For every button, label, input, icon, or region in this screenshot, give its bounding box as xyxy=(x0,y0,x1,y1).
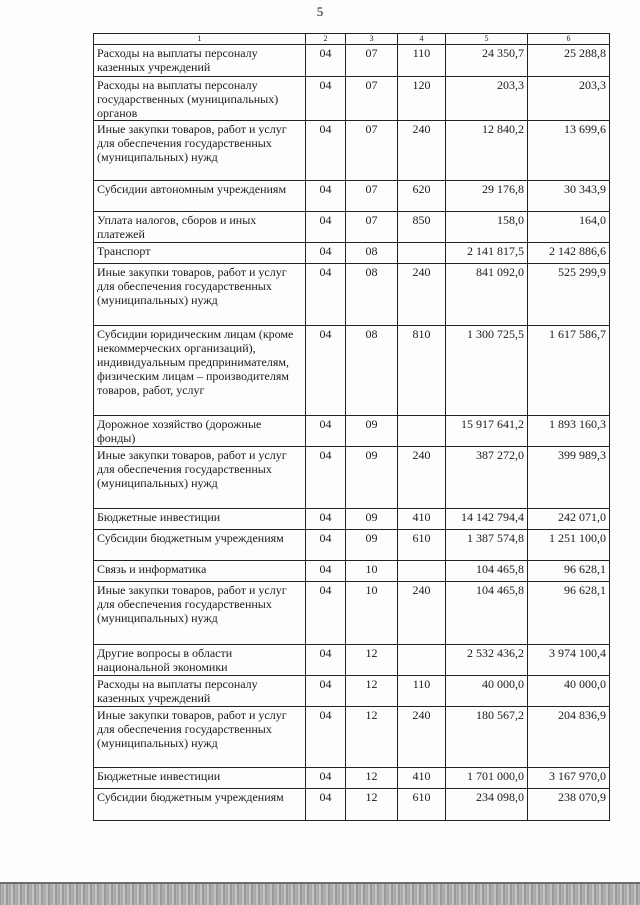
subsection-code: 08 xyxy=(346,243,398,264)
expense-name: Субсидии бюджетным учреждениям xyxy=(94,530,306,561)
column-number-row xyxy=(94,34,610,45)
amount-col5: 2 141 817,5 xyxy=(446,243,528,264)
amount-col6: 203,3 xyxy=(528,77,610,121)
section-code: 04 xyxy=(306,243,346,264)
subsection-code: 12 xyxy=(346,707,398,768)
amount-col5: 24 350,7 xyxy=(446,45,528,77)
section-code: 04 xyxy=(306,676,346,707)
amount-col5: 1 387 574,8 xyxy=(446,530,528,561)
table-row xyxy=(94,561,610,582)
section-code: 04 xyxy=(306,77,346,121)
expense-type-code xyxy=(398,561,446,582)
expense-type-code: 240 xyxy=(398,447,446,509)
amount-col5: 841 092,0 xyxy=(446,264,528,326)
subsection-code: 09 xyxy=(346,416,398,447)
amount-col6: 1 617 586,7 xyxy=(528,326,610,416)
expense-name: Транспорт xyxy=(94,243,306,264)
column-header: 6 xyxy=(528,34,610,45)
section-code: 04 xyxy=(306,447,346,509)
expense-type-code xyxy=(398,243,446,264)
table-row xyxy=(94,181,610,212)
section-code: 04 xyxy=(306,707,346,768)
column-header: 5 xyxy=(446,34,528,45)
section-code: 04 xyxy=(306,561,346,582)
expense-name: Бюджетные инвестиции xyxy=(94,509,306,530)
expense-type-code: 620 xyxy=(398,181,446,212)
subsection-code: 12 xyxy=(346,768,398,789)
expense-name: Дорожное хозяйство (дорожные фонды) xyxy=(94,416,306,447)
amount-col6: 164,0 xyxy=(528,212,610,243)
table-row xyxy=(94,676,610,707)
table-row xyxy=(94,121,610,181)
subsection-code: 12 xyxy=(346,676,398,707)
amount-col6: 25 288,8 xyxy=(528,45,610,77)
section-code: 04 xyxy=(306,789,346,821)
table-row xyxy=(94,645,610,676)
expense-name: Иные закупки товаров, работ и услуг для обеспечения государственных (муниципальных) нужд xyxy=(94,582,306,645)
amount-col6: 3 974 100,4 xyxy=(528,645,610,676)
amount-col6: 96 628,1 xyxy=(528,582,610,645)
amount-col6: 1 893 160,3 xyxy=(528,416,610,447)
amount-col5: 158,0 xyxy=(446,212,528,243)
expense-name: Иные закупки товаров, работ и услуг для обеспечения государственных (муниципальных) нужд xyxy=(94,264,306,326)
amount-col6: 1 251 100,0 xyxy=(528,530,610,561)
expense-type-code: 240 xyxy=(398,582,446,645)
column-header: 1 xyxy=(94,34,306,45)
section-code: 04 xyxy=(306,212,346,243)
amount-col6: 3 167 970,0 xyxy=(528,768,610,789)
expense-type-code: 240 xyxy=(398,264,446,326)
expense-name: Уплата налогов, сборов и иных платежей xyxy=(94,212,306,243)
expense-name: Связь и информатика xyxy=(94,561,306,582)
table-row xyxy=(94,212,610,243)
section-code: 04 xyxy=(306,416,346,447)
subsection-code: 07 xyxy=(346,212,398,243)
expense-name: Расходы на выплаты персоналу казенных учреждений xyxy=(94,45,306,77)
subsection-code: 08 xyxy=(346,264,398,326)
expense-name: Расходы на выплаты персоналу государственных (муниципальных) органов xyxy=(94,77,306,121)
expense-type-code: 240 xyxy=(398,707,446,768)
expense-name: Расходы на выплаты персоналу казенных учреждений xyxy=(94,676,306,707)
expense-name: Субсидии автономным учреждениям xyxy=(94,181,306,212)
expense-name: Субсидии юридическим лицам (кроме некоммерческих организаций), индивидуальным предпринимателям, физическим лицам – производителям товаров, работ, услуг xyxy=(94,326,306,416)
subsection-code: 10 xyxy=(346,582,398,645)
expense-type-code xyxy=(398,416,446,447)
section-code: 04 xyxy=(306,530,346,561)
section-code: 04 xyxy=(306,181,346,212)
column-header: 4 xyxy=(398,34,446,45)
table-body xyxy=(94,45,610,821)
expense-type-code: 110 xyxy=(398,45,446,77)
expense-name: Иные закупки товаров, работ и услуг для обеспечения государственных (муниципальных) нужд xyxy=(94,121,306,181)
expense-type-code: 610 xyxy=(398,789,446,821)
amount-col6: 40 000,0 xyxy=(528,676,610,707)
amount-col6: 96 628,1 xyxy=(528,561,610,582)
expense-type-code: 110 xyxy=(398,676,446,707)
amount-col5: 104 465,8 xyxy=(446,561,528,582)
section-code: 04 xyxy=(306,582,346,645)
section-code: 04 xyxy=(306,326,346,416)
column-header: 3 xyxy=(346,34,398,45)
amount-col6: 399 989,3 xyxy=(528,447,610,509)
amount-col5: 14 142 794,4 xyxy=(446,509,528,530)
subsection-code: 09 xyxy=(346,530,398,561)
subsection-code: 09 xyxy=(346,509,398,530)
page-number: 5 xyxy=(316,4,324,19)
table-row xyxy=(94,768,610,789)
amount-col5: 15 917 641,2 xyxy=(446,416,528,447)
subsection-code: 12 xyxy=(346,645,398,676)
amount-col5: 1 300 725,5 xyxy=(446,326,528,416)
amount-col6: 30 343,9 xyxy=(528,181,610,212)
table-row xyxy=(94,530,610,561)
expense-type-code: 850 xyxy=(398,212,446,243)
amount-col6: 13 699,6 xyxy=(528,121,610,181)
table-row xyxy=(94,416,610,447)
expense-name: Другие вопросы в области национальной экономики xyxy=(94,645,306,676)
table-row xyxy=(94,447,610,509)
amount-col5: 234 098,0 xyxy=(446,789,528,821)
expense-name: Иные закупки товаров, работ и услуг для обеспечения государственных (муниципальных) нужд xyxy=(94,447,306,509)
expense-type-code: 610 xyxy=(398,530,446,561)
table-row xyxy=(94,509,610,530)
expense-type-code xyxy=(398,645,446,676)
table-row xyxy=(94,326,610,416)
section-code: 04 xyxy=(306,264,346,326)
subsection-code: 07 xyxy=(346,77,398,121)
section-code: 04 xyxy=(306,645,346,676)
section-code: 04 xyxy=(306,121,346,181)
section-code: 04 xyxy=(306,509,346,530)
table-row xyxy=(94,243,610,264)
subsection-code: 12 xyxy=(346,789,398,821)
expense-type-code: 240 xyxy=(398,121,446,181)
amount-col5: 387 272,0 xyxy=(446,447,528,509)
amount-col5: 40 000,0 xyxy=(446,676,528,707)
amount-col6: 525 299,9 xyxy=(528,264,610,326)
amount-col5: 180 567,2 xyxy=(446,707,528,768)
amount-col6: 242 071,0 xyxy=(528,509,610,530)
expense-type-code: 810 xyxy=(398,326,446,416)
expense-name: Бюджетные инвестиции xyxy=(94,768,306,789)
subsection-code: 10 xyxy=(346,561,398,582)
subsection-code: 07 xyxy=(346,181,398,212)
table-row xyxy=(94,582,610,645)
amount-col5: 203,3 xyxy=(446,77,528,121)
table-row xyxy=(94,789,610,821)
expense-type-code: 410 xyxy=(398,509,446,530)
expense-type-code: 410 xyxy=(398,768,446,789)
expense-type-code: 120 xyxy=(398,77,446,121)
amount-col6: 204 836,9 xyxy=(528,707,610,768)
section-code: 04 xyxy=(306,45,346,77)
subsection-code: 09 xyxy=(346,447,398,509)
amount-col5: 2 532 436,2 xyxy=(446,645,528,676)
subsection-code: 07 xyxy=(346,45,398,77)
expense-name: Субсидии бюджетным учреждениям xyxy=(94,789,306,821)
amount-col5: 29 176,8 xyxy=(446,181,528,212)
table-row xyxy=(94,45,610,77)
amount-col5: 104 465,8 xyxy=(446,582,528,645)
amount-col5: 1 701 000,0 xyxy=(446,768,528,789)
section-code: 04 xyxy=(306,768,346,789)
column-header: 2 xyxy=(306,34,346,45)
expense-name: Иные закупки товаров, работ и услуг для обеспечения государственных (муниципальных) нужд xyxy=(94,707,306,768)
table-row xyxy=(94,707,610,768)
table-row xyxy=(94,77,610,121)
amount-col5: 12 840,2 xyxy=(446,121,528,181)
table-row xyxy=(94,264,610,326)
amount-col6: 2 142 886,6 xyxy=(528,243,610,264)
subsection-code: 07 xyxy=(346,121,398,181)
amount-col6: 238 070,9 xyxy=(528,789,610,821)
subsection-code: 08 xyxy=(346,326,398,416)
budget-table xyxy=(93,33,610,821)
scan-noise-strip xyxy=(0,884,640,905)
